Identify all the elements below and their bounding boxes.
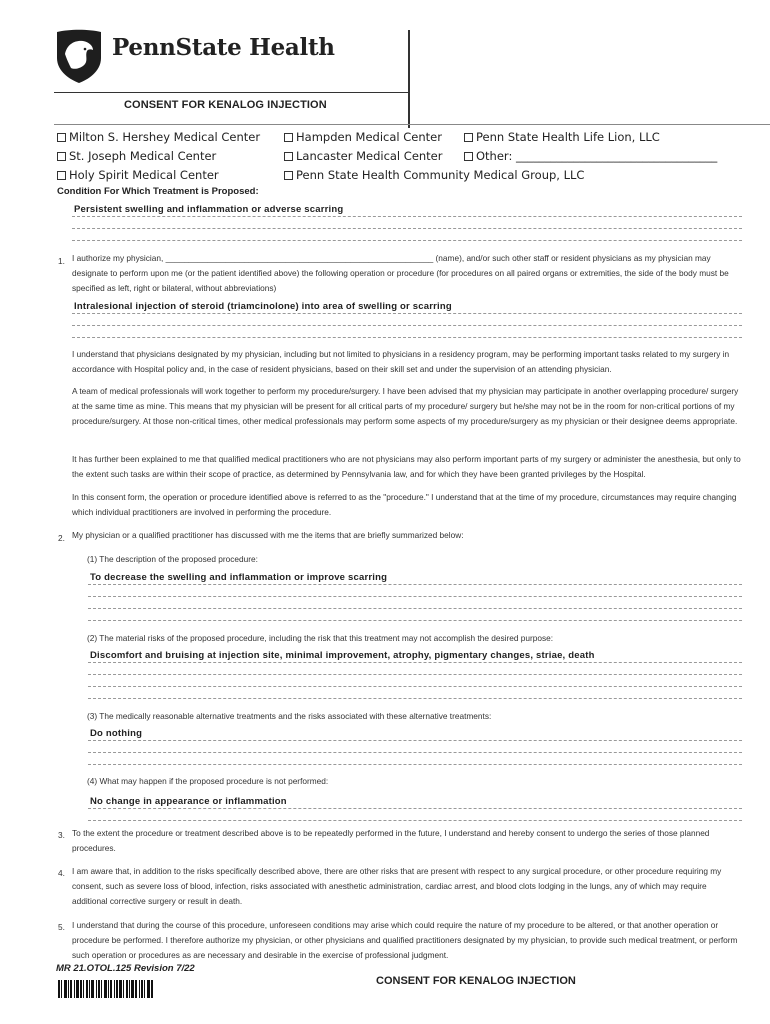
fill-line: [88, 764, 742, 765]
fill-line: [72, 216, 742, 217]
condition-label: Condition For Which Treatment is Proposed:: [57, 186, 259, 197]
section-number: 3.: [58, 830, 65, 840]
fill-line: [88, 596, 742, 597]
facility-option-hampden[interactable]: Hampden Medical Center: [284, 130, 442, 144]
fill-line: [88, 820, 742, 821]
fill-line: [72, 228, 742, 229]
pennstate-shield-logo: [55, 28, 103, 89]
fill-line: [88, 608, 742, 609]
section-number: 1.: [58, 256, 65, 266]
footer-form-title: CONSENT FOR KENALOG INJECTION: [376, 975, 576, 987]
item-label: (2) The material risks of the proposed procedure, including the risk that this treatment may not accomplish the desired purpose:: [87, 633, 554, 643]
checkbox[interactable]: [464, 133, 473, 142]
fill-line: [88, 686, 742, 687]
item-label: (3) The medically reasonable alternative treatments and the risks associated with these alternative treatments:: [87, 711, 492, 721]
form-barcode: [58, 980, 164, 998]
fill-line: [88, 620, 742, 621]
checkbox[interactable]: [464, 152, 473, 161]
checkbox[interactable]: [284, 152, 293, 161]
facility-option-st-joseph[interactable]: St. Joseph Medical Center: [57, 149, 216, 163]
practitioners-paragraph: It has further been explained to me that qualified medical practitioners who are not physicians may also perform important parts of my surgery or administer the anesthesia, but only to the extent such tasks are within their scope of practice, as determined by Pennsylvania law, and for which they have been granted privileges by the Hospital.: [72, 454, 741, 479]
fill-line: [72, 337, 742, 338]
facility-option-hershey[interactable]: Milton S. Hershey Medical Center: [57, 130, 260, 144]
fill-line: [88, 808, 742, 809]
unforeseen-conditions-text: I understand that during the course of this procedure, unforeseen conditions may arise which could require the nature of my procedure to be altered, or that another operation or procedure be performed. I therefore authorize my physician, or other physicians and qualified practitioners designated by my physician, to provide such medical treatment, or perform such operation or procedures as are necessary and desirable in the exercise of professional judgment.: [72, 920, 738, 960]
fill-line: [72, 240, 742, 241]
residency-paragraph: I understand that physicians designated by my physician, including but not limited to physicians in a residency program, may be performing important tasks related to my surgery in accordance with Hospital policy and, in the case of resident physicians, based on their skill set and under the supervision of an attending physician.: [72, 349, 730, 374]
fill-line: [88, 740, 742, 741]
procedure-definition-paragraph: In this consent form, the operation or procedure identified above is referred to as the "procedure." I understand that at the time of my procedure, circumstances may require changing which individual practitioners are involved in performing the procedure.: [72, 492, 737, 517]
header-divider-left: [54, 92, 410, 93]
repeated-procedure-text: To the extent the procedure or treatment described above is to be repeatedly performed in the future, I understand and hereby consent to undergo the series of those planned procedures.: [72, 828, 710, 853]
fill-line: [88, 662, 742, 663]
form-title: CONSENT FOR KENALOG INJECTION: [124, 99, 327, 111]
facility-option-lancaster[interactable]: Lancaster Medical Center: [284, 149, 443, 163]
discussion-intro: My physician or a qualified practitioner has discussed with me the items that are briefly summarized below:: [72, 530, 464, 540]
checkbox[interactable]: [284, 171, 293, 180]
not-performed-field[interactable]: No change in appearance or inflammation: [90, 796, 287, 807]
risks-field[interactable]: Discomfort and bruising at injection site, minimal improvement, atrophy, pigmentary changes, striae, death: [90, 650, 595, 661]
checkbox[interactable]: [284, 133, 293, 142]
section-number: 4.: [58, 868, 65, 878]
facility-option-holy-spirit[interactable]: Holy Spirit Medical Center: [57, 168, 219, 182]
section-number: 5.: [58, 922, 65, 932]
item-label: (4) What may happen if the proposed procedure is not performed:: [87, 776, 329, 786]
fill-line: [88, 584, 742, 585]
checkbox[interactable]: [57, 152, 66, 161]
item-label: (1) The description of the proposed procedure:: [87, 554, 258, 564]
checkbox[interactable]: [57, 133, 66, 142]
header-divider-vertical: [408, 30, 410, 128]
form-revision-code: MR 21.OTOL.125 Revision 7/22: [56, 963, 195, 974]
authorization-text: I authorize my physician, __________________________________________________________ (name), and/or such other staff or resident physicians as my physician may designate to perform upon me (or the patient identified above) the following operation or procedure (for procedures on all paired organs or extremities, the side of the body must be specified as left, right or bilateral, without abbreviations): [72, 253, 729, 293]
facility-option-other[interactable]: Other: ___________________________________: [464, 149, 717, 163]
logo-wordmark: PennState Health: [112, 34, 335, 61]
section-number: 2.: [58, 533, 65, 543]
fill-line: [88, 698, 742, 699]
facility-option-community-group[interactable]: Penn State Health Community Medical Group, LLC: [284, 168, 584, 182]
header-divider-bottom: [54, 124, 770, 125]
fill-line: [88, 752, 742, 753]
additional-risks-text: I am aware that, in addition to the risks specifically described above, there are other risks that are present with respect to any surgical procedure, or other procedure requiring my consent, such as severe loss of blood, infection, risks associated with anesthetic administration, cardiac arrest, and blood clots lodging in the lungs, any of which may require additional corrective surgery or result in death.: [72, 866, 722, 906]
fill-line: [72, 313, 742, 314]
checkbox[interactable]: [57, 171, 66, 180]
description-field[interactable]: To decrease the swelling and inflammation or improve scarring: [90, 572, 388, 583]
fill-line: [72, 325, 742, 326]
fill-line: [88, 674, 742, 675]
condition-field[interactable]: Persistent swelling and inflammation or adverse scarring: [74, 204, 344, 215]
overlapping-surgery-paragraph: A team of medical professionals will work together to perform my procedure/surgery. I have been advised that my physician may participate in another overlapping procedure/ surgery at the same time as mine. This means that my physician will be present for all critical parts of my procedure/ surgery but he/she may not be in the room for non-critical portions of my procedure/surgery. At those non-critical times, other medical professionals may perform some aspects of my procedure/surgery as my physician or their designee deems appropriate.: [72, 386, 739, 426]
alternatives-field[interactable]: Do nothing: [90, 728, 143, 739]
facility-option-life-lion[interactable]: Penn State Health Life Lion, LLC: [464, 130, 660, 144]
procedure-field[interactable]: Intralesional injection of steroid (triamcinolone) into area of swelling or scarring: [74, 301, 452, 312]
